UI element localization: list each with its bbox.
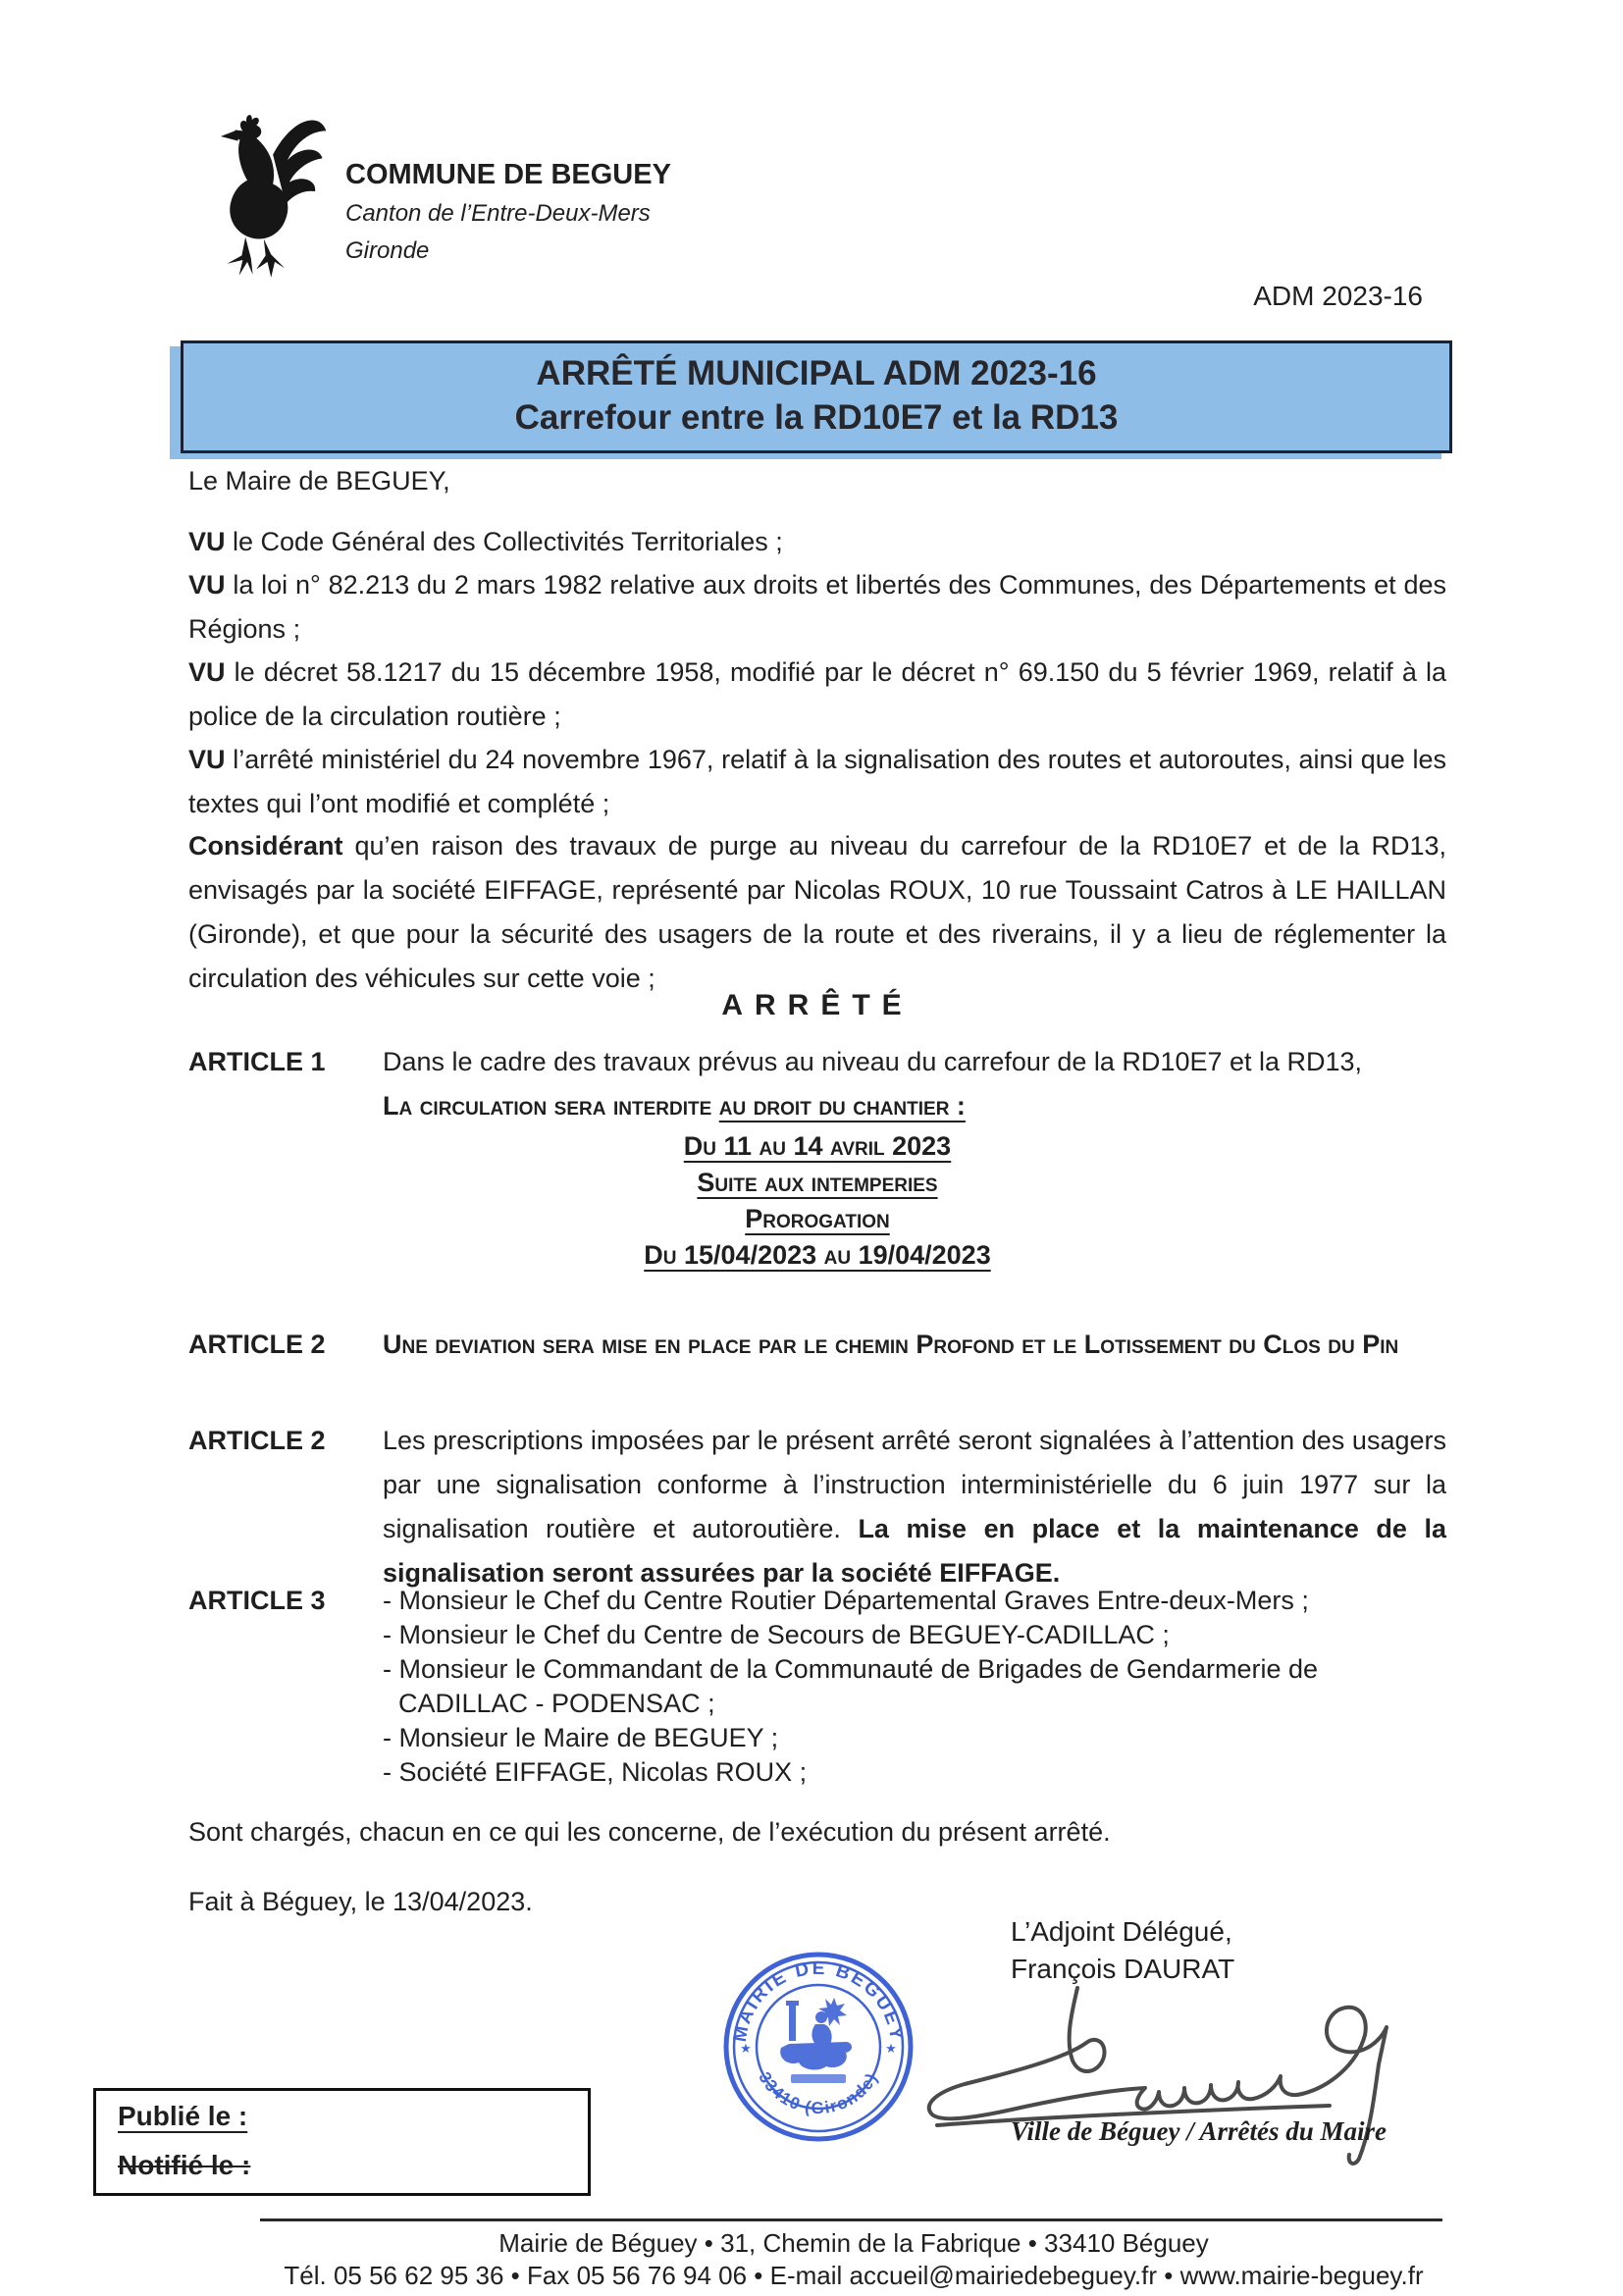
signatory-role: L’Adjoint Délégué, [1011,1916,1232,1947]
seal-top-text: MAIRIE DE BEGUEY [729,1957,908,2044]
title-banner [181,340,1452,453]
article-2b-label: ARTICLE 2 [188,1426,326,1455]
date-line-1-text: Du 11 au 14 avril 2023 [683,1131,952,1161]
article-1 [188,1040,1446,1128]
vu-label: VU [188,527,226,556]
article-3-item: - Monsieur le Commandant de la Communauté de Brigades de Gendarmerie de [383,1654,1319,1684]
banner-title-line2: Carrefour entre la RD10E7 et la RD13 [514,398,1119,437]
footer-divider [260,2218,1442,2221]
considerant-label: Considérant [188,831,343,861]
publication-box [93,2088,591,2196]
signature-caption: Ville de Béguey / Arrêtés du Maire [1011,2116,1387,2146]
banner-title-line1: ARRÊTÉ MUNICIPAL ADM 2023-16 [536,354,1097,392]
seal-bottom-text: 33410 (Gironde) [755,2068,882,2118]
paragraph-charges: Sont chargés, chacun en ce qui les concerne, de l’exécution du présent arrêté. [188,1817,1111,1847]
article-1-line2 [383,1084,1446,1128]
date-line-2 [188,1165,1446,1201]
considerant-text: qu’en raison des travaux de purge au niveau du carrefour de la RD10E7 et de la RD13, envisagés par la société EIFFAGE, représenté par Nicolas ROUX, 10 rue Toussaint Catros à LE HAILLAN (Gironde), et que pour la sécurité des usagers de la route et des riverains, il y a lieu de réglementer la circulation des véhicules sur cette voie ; [188,831,1446,993]
paragraph-vu3 [188,651,1446,739]
signatory-name: François DAURAT [1011,1954,1235,1984]
date-line-4-text: Du 15/04/2023 au 19/04/2023 [644,1240,991,1270]
publie-le-label: Publié le : [118,2101,248,2131]
vu-label: VU [188,570,226,600]
vu1-text: le Code Général des Collectivités Territoriales ; [225,527,783,556]
article-3-item: - Société EIFFAGE, Nicolas ROUX ; [383,1757,808,1787]
paragraph-vu1 [188,520,1446,564]
rooster-logo-icon [192,98,330,285]
seal-star-left-icon: ★ [740,2041,752,2056]
article-3-item: - Monsieur le Chef du Centre de Secours de BEGUEY-CADILLAC ; [383,1620,1170,1649]
date-line-3 [188,1201,1446,1237]
article-3-item: CADILLAC - PODENSAC ; [398,1689,715,1718]
footer [265,2227,1442,2292]
article-2a [188,1323,1446,1367]
article-1-line2-plain: La circulation sera interdite [383,1091,719,1121]
date-line-3-text: Prorogation [745,1204,890,1233]
paragraph-maire [188,459,1446,503]
paragraph-considerant [188,824,1446,1001]
paragraph-fait: Fait à Béguey, le 13/04/2023. [188,1887,533,1916]
article-2b [188,1419,1446,1595]
arrete-heading: ARRÊTÉ [721,989,914,1021]
date-line-2-text: Suite aux intemperies [697,1168,938,1197]
date-line-1 [188,1128,1446,1165]
vu-label: VU [188,657,226,687]
article-2b-text: Les prescriptions imposées par le présent arrêté seront signalées à l’attention des usagers par une signalisation conforme à l’instruction interministérielle du 6 juin 1977 sur la signalisation routière et autoroutière. [383,1426,1446,1543]
article-3-item: - Monsieur le Maire de BEGUEY ; [383,1723,779,1752]
seal-emblem [780,1998,852,2083]
article-1-dates [188,1128,1446,1274]
footer-address: Mairie de Béguey • 31, Chemin de la Fabrique • 33410 Béguey [498,2228,1209,2258]
vu3-text: le décret 58.1217 du 15 décembre 1958, modifié par le décret n° 69.150 du 5 février 1969, relatif à la police de la circulation routière ; [188,657,1446,731]
vu-label: VU [188,745,226,774]
article-1-line1: Dans le cadre des travaux prévus au niveau du carrefour de la RD10E7 et la RD13, [383,1047,1363,1076]
org-canton: Canton de l’Entre-Deux-Mers [345,200,651,227]
article-2a-text: Une deviation sera mise en place par le chemin Profond et le Lotissement du Clos du Pin [383,1330,1399,1359]
footer-contact: Tél. 05 56 62 95 36 • Fax 05 56 76 94 06 • E-mail accueil@mairiedebeguey.fr • www.mairie-beguey.fr [284,2261,1424,2290]
article-1-line2-underlined: au droit du chantier : [718,1091,966,1121]
vu4-text: l’arrêté ministériel du 24 novembre 1967, relatif à la signalisation des routes et autoroutes, ainsi que les textes qui l’ont modifié et complété ; [188,745,1446,818]
article-3-label: ARTICLE 3 [188,1586,326,1615]
article-2b-text-bold: La mise en place et la maintenance de la signalisation seront assurées par la société EIFFAGE. [383,1514,1446,1588]
article-2b-content [383,1419,1446,1595]
org-region: Gironde [345,237,430,264]
article-3 [188,1584,1446,1790]
paragraph-vu2 [188,563,1446,652]
org-name: COMMUNE DE BEGUEY [345,159,671,190]
maire-text: Le Maire de BEGUEY, [188,466,450,496]
date-line-4 [188,1237,1446,1274]
vu2-text: la loi n° 82.213 du 2 mars 1982 relative aux droits et libertés des Communes, des Départements et des Régions ; [188,570,1446,644]
article-1-label: ARTICLE 1 [188,1047,326,1076]
article-2a-label: ARTICLE 2 [188,1330,326,1359]
paragraph-vu4 [188,738,1446,826]
notifie-le-label: Notifié le : [118,2150,251,2180]
article-3-list [383,1584,1446,1790]
article-3-item: - Monsieur le Chef du Centre Routier Départemental Graves Entre-deux-Mers ; [383,1586,1309,1615]
seal-star-right-icon: ★ [885,2041,897,2056]
municipal-seal-icon [720,1949,916,2145]
document-reference: ADM 2023-16 [1253,281,1423,311]
